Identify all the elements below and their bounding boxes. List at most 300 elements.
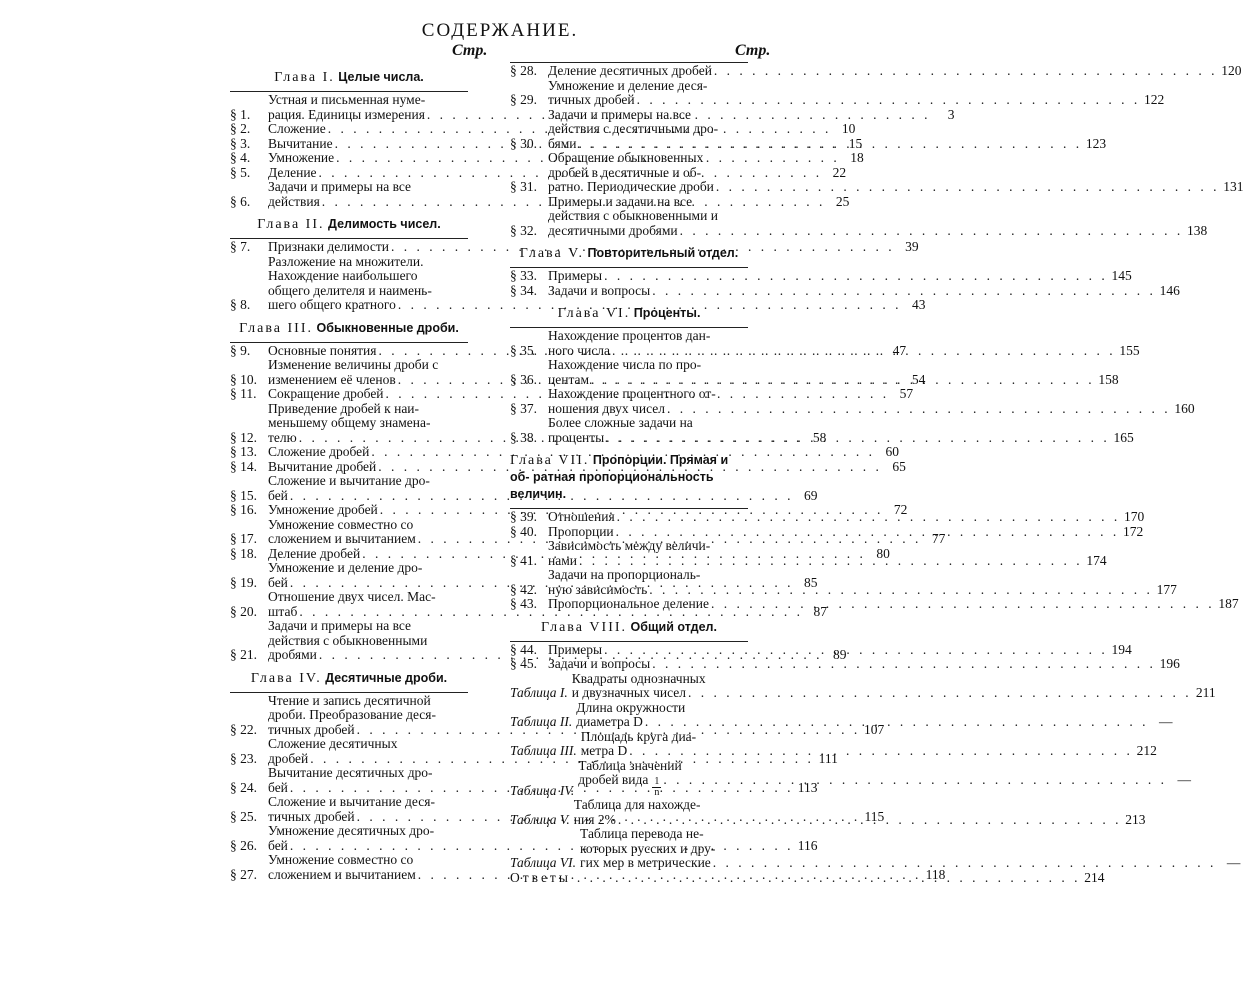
- section-number: § 3.: [230, 135, 251, 151]
- entry-line-text: сложением и вычитанием: [268, 531, 416, 546]
- page-number: 54: [911, 371, 926, 387]
- entry-line-text: изменением её членов: [268, 371, 396, 387]
- section-number: § 4.: [230, 150, 251, 165]
- entry-line-text: бей: [268, 779, 288, 795]
- section-number: § 9.: [230, 342, 251, 358]
- dot-leader: [612, 344, 1116, 359]
- entry-line: [578, 759, 1191, 774]
- entry-line-text: Задачи на пропорциональ-: [548, 567, 701, 582]
- entry-line: [548, 284, 1180, 299]
- entry-text: [548, 643, 1132, 658]
- entry-line-text: Примеры: [548, 268, 603, 283]
- entry-line-text: рация. Единицы измерения: [268, 106, 425, 122]
- entry-text: [548, 284, 1180, 299]
- entry-line: [548, 402, 1195, 417]
- section-number: § 14.: [230, 458, 257, 474]
- section-number: § 15.: [230, 487, 257, 503]
- chapter-label: Глава III.: [239, 320, 314, 336]
- section-number: § 40.: [510, 523, 537, 539]
- page-number: 111: [818, 750, 838, 766]
- entry-line: [548, 373, 1119, 388]
- entry-line-text: тичных дробей: [268, 808, 355, 824]
- entry-line-text: Более сложные задачи на: [548, 415, 693, 430]
- section-number: Ответы: [510, 869, 571, 885]
- page-number: 123: [1085, 135, 1107, 151]
- entry-line-text: Умножение совместно со: [268, 852, 414, 867]
- dot-leader: [667, 402, 1171, 417]
- entry-line-text: бей: [268, 574, 288, 590]
- dot-leader: [711, 597, 1215, 612]
- chapter-heading: [230, 670, 468, 687]
- fraction: [652, 777, 661, 798]
- entry-line-text: дробей: [268, 750, 309, 766]
- entry-line: [548, 209, 1207, 224]
- page-number: 69: [804, 487, 818, 503]
- chapter-title: Повторительный отдел.: [587, 246, 739, 260]
- dot-leader: [652, 657, 1156, 672]
- chapter-label: Глава II.: [257, 217, 325, 232]
- entry-line-text: Пропорциональное деление: [548, 596, 709, 611]
- section-number: § 31.: [510, 179, 537, 194]
- entry-line: [548, 93, 1164, 108]
- entry-text: [581, 730, 1157, 759]
- entry-line-text: Квадраты однозначных: [571, 670, 706, 686]
- entry-line-text: Пропорции: [548, 523, 614, 539]
- page-number: 196: [1159, 656, 1180, 671]
- section-number: § 41.: [510, 552, 537, 568]
- chapter-title: Обыкновенные дроби.: [316, 320, 459, 335]
- dot-leader: [591, 373, 1095, 388]
- section-number: § 19.: [230, 574, 257, 590]
- dot-leader: [579, 554, 1083, 569]
- page-number: 194: [1111, 641, 1132, 657]
- section-number: § 24.: [230, 779, 257, 795]
- entry-line-text: тичных дробей: [548, 92, 635, 107]
- chapter-title: Общий отдел.: [630, 619, 717, 634]
- entry-line-text: гих мер в метрические: [580, 855, 711, 870]
- entry-line-text: действия: [268, 193, 320, 209]
- entry-text: [548, 329, 1140, 358]
- entry-line-text: ратно. Периодические дроби: [548, 179, 714, 194]
- chapter-title: Делимость чисел.: [328, 217, 441, 231]
- page-number: 118: [925, 866, 946, 882]
- entry-line-text: бями: [548, 135, 577, 151]
- page-number: 60: [885, 444, 900, 459]
- chapter-label: Глава IV.: [250, 670, 322, 686]
- entry-line: [548, 387, 1195, 402]
- entry-line-text: Умножение совместно со: [268, 516, 414, 532]
- entry-line-text: Сокращение дробей: [268, 386, 384, 401]
- entry-line-text: Зависимость между величи-: [548, 538, 711, 553]
- section-number: § 44.: [510, 641, 537, 657]
- entry-line: [572, 672, 1216, 687]
- page-number: 18: [850, 150, 864, 165]
- entry-line: [578, 773, 1191, 798]
- entry-text: [548, 64, 1242, 79]
- section-number: § 1.: [230, 106, 251, 122]
- entry-line: [580, 827, 1240, 842]
- entry-line-text: нами: [548, 552, 577, 568]
- section-number: § 21.: [230, 647, 257, 662]
- entry-line-text: Приведение дробей к наи-: [268, 400, 420, 416]
- chapter-heading: [510, 245, 748, 262]
- page-title: СОДЕРЖАНИЕ.: [421, 20, 579, 41]
- fraction-denominator: n: [654, 787, 660, 798]
- page-number: 72: [893, 502, 908, 517]
- fraction-numerator: 1: [654, 776, 660, 787]
- page-number: 212: [1136, 743, 1157, 758]
- entry-line-text: дробей в десятичные и об-: [548, 164, 702, 180]
- dot-leader: [618, 813, 1122, 828]
- entry-line-text: метра D: [580, 743, 628, 758]
- section-number: § 34.: [510, 282, 537, 298]
- entry-line-text: диаметра D: [576, 714, 643, 729]
- toc-entry: [510, 656, 1180, 672]
- entry-line-text: Задачи и примеры на все: [548, 106, 692, 122]
- entry-line-text: дроби. Преобразование деся-: [268, 707, 436, 722]
- page-number: 146: [1159, 282, 1180, 298]
- entry-line-text: Нахождение наибольшего: [268, 268, 418, 283]
- chapter-heading: [230, 216, 468, 233]
- page-number: 116: [797, 837, 818, 853]
- page-number: —: [1177, 772, 1192, 787]
- page-number: 15: [848, 135, 863, 151]
- page-number: 80: [876, 545, 890, 561]
- entry-line-text: Сложение дробей: [268, 444, 370, 459]
- chapter-heading: [510, 452, 748, 503]
- entry-line-text: штаб: [268, 603, 298, 619]
- entry-line-text: ного числа: [548, 342, 611, 358]
- section-number: § 27.: [230, 866, 257, 882]
- section-number: § 30.: [510, 135, 537, 151]
- page-number: 158: [1098, 371, 1119, 387]
- section-number: § 7.: [230, 239, 251, 254]
- entry-line-text: Основные понятия: [268, 342, 377, 358]
- dot-leader: [606, 431, 1110, 446]
- dot-leader: [579, 137, 1083, 152]
- entry-line-text: Умножение десятичных дро-: [268, 823, 435, 838]
- entry-line-text: которых русских и дру-: [580, 840, 716, 856]
- entry-text: [548, 195, 1207, 239]
- page-number: —: [1158, 714, 1173, 729]
- entry-line: [548, 431, 1134, 446]
- entry-line-text: Примеры и задачи на все: [548, 193, 693, 209]
- entry-line: [548, 344, 1140, 359]
- entry-text: [548, 568, 1177, 597]
- entry-line: [572, 686, 1216, 701]
- page-number: 155: [1119, 342, 1140, 358]
- entry-line-text: действия с десятичными дро-: [548, 121, 719, 136]
- page-number: 47: [892, 342, 907, 358]
- entry-line-text: Задачи и примеры на все: [268, 179, 412, 194]
- entry-line-text: Нахождение процентного от-: [548, 386, 716, 401]
- entry-line-text: Обращение обыкновенных: [548, 150, 704, 165]
- page-number: 87: [813, 603, 827, 619]
- dot-leader: [649, 583, 1153, 598]
- page-number: 138: [1187, 222, 1208, 238]
- entry-line-text: Таблица перевода не-: [580, 826, 704, 841]
- page-column-header-right: Стр.: [735, 42, 771, 59]
- entry-text: [548, 108, 1106, 152]
- chapter-title: Целые числа.: [338, 70, 424, 84]
- section-number: § 8.: [230, 297, 251, 312]
- entry-line-text: общего делителя и наимень-: [268, 282, 432, 298]
- page-number: 107: [864, 721, 885, 737]
- entry-line-text: Умножение и деление дро-: [268, 560, 423, 575]
- entry-line-text: Устная и письменная нуме-: [268, 92, 426, 107]
- entry-line: [548, 643, 1132, 658]
- toc-entry: [230, 444, 900, 460]
- toc-entry: [510, 77, 1165, 108]
- section-number: § 42.: [510, 581, 537, 597]
- page-number: 22: [832, 164, 847, 180]
- entry-line-text: телю: [268, 429, 297, 445]
- section-number: § 11.: [230, 386, 257, 401]
- entry-line-text: ношения двух чисел: [548, 400, 665, 416]
- chapter-label: Глава VI.: [557, 306, 631, 321]
- entry-line-text: дробями: [268, 647, 317, 662]
- page-number: 77: [931, 531, 946, 546]
- entry-text: [548, 657, 1180, 672]
- entry-line: [548, 79, 1164, 94]
- dot-leader: [604, 643, 1108, 658]
- entry-line-text: Отношение двух чисел. Мас-: [268, 589, 436, 604]
- page-number: 174: [1086, 552, 1107, 568]
- entry-text: [574, 798, 1146, 827]
- section-number: Таблица I.: [510, 685, 568, 700]
- entry-line-text: Задачи и примеры на все: [268, 618, 412, 633]
- page-number: 10: [841, 121, 856, 136]
- section-number: § 16.: [230, 502, 257, 517]
- page-number: 120: [1221, 63, 1242, 78]
- entry-text: [548, 597, 1239, 612]
- page-number: 213: [1125, 811, 1146, 827]
- page-number: 170: [1124, 509, 1145, 524]
- page-number: 165: [1113, 429, 1134, 445]
- dot-leader: [663, 773, 1167, 788]
- entry-line: [581, 744, 1157, 759]
- page-number: 145: [1111, 268, 1132, 283]
- entry-line-text: Сложение и вычитание деся-: [268, 794, 435, 809]
- section-number: § 37.: [510, 400, 537, 416]
- chapter-label: Глава VII.: [510, 453, 590, 468]
- entry-line: [548, 568, 1177, 583]
- entry-line-text: Длина окружности: [576, 699, 686, 715]
- chapter-heading: [510, 305, 748, 322]
- toc-entry: [510, 63, 1242, 79]
- entry-line-text: действия с обыкновенными: [268, 632, 428, 648]
- entry-line: [575, 871, 1105, 886]
- entry-line: [548, 525, 1143, 540]
- section-number: § 38.: [510, 429, 537, 445]
- entry-line-text: Чтение и запись десятичной: [268, 692, 431, 708]
- dot-leader: [716, 180, 1220, 195]
- dot-leader: [617, 510, 1121, 525]
- page-number: 177: [1156, 581, 1177, 597]
- dot-leader: [637, 93, 1141, 108]
- section-number: Таблица V.: [510, 811, 570, 827]
- section-number: § 5.: [230, 164, 251, 180]
- entry-text: [548, 525, 1143, 540]
- entry-text: [548, 269, 1132, 284]
- entry-text: [548, 151, 1244, 195]
- section-number: Таблица IV.: [510, 782, 575, 798]
- entry-line-text: Задачи и вопросы: [548, 656, 651, 671]
- section-number: § 13.: [230, 444, 257, 459]
- page-number: 187: [1218, 596, 1239, 611]
- chapter-heading: [510, 619, 748, 636]
- section-number: § 17.: [230, 531, 257, 546]
- entry-line-text: Сложение десятичных: [268, 736, 398, 751]
- entry-text: [575, 871, 1105, 886]
- page-number: 214: [1084, 869, 1105, 885]
- page-number: 122: [1144, 92, 1165, 107]
- entry-text: [580, 827, 1240, 871]
- entry-line: [548, 657, 1180, 672]
- entry-line-text: Нахождение числа по про-: [548, 357, 702, 372]
- entry-line-text: дробей вида: [578, 772, 649, 787]
- section-number: Таблица II.: [510, 714, 573, 729]
- page-number: 39: [905, 239, 919, 254]
- entry-line-text: сложением и вычитанием: [268, 866, 416, 882]
- chapter-title: Пропорции. Прямая и об- ратная пропорциональность величин.: [510, 453, 729, 501]
- entry-line: [574, 813, 1146, 828]
- section-number: § 29.: [510, 92, 537, 107]
- page-number: 65: [892, 458, 906, 474]
- page-number: 58: [812, 429, 827, 445]
- dot-leader: [577, 871, 1081, 886]
- entry-line: [548, 151, 1244, 166]
- entry-line-text: Задачи и вопросы: [548, 282, 651, 298]
- section-number: § 18.: [230, 545, 257, 561]
- entry-line-text: Признаки делимости: [268, 239, 389, 254]
- section-number: Таблица VI.: [510, 855, 577, 870]
- entry-line: [548, 554, 1107, 569]
- entry-line: [548, 195, 1207, 210]
- entry-line: [548, 122, 1106, 137]
- entry-line-text: бей: [268, 487, 288, 503]
- entry-line: [548, 64, 1242, 79]
- entry-line-text: тичных дробей: [268, 721, 355, 737]
- entry-line-text: Таблица значений: [578, 757, 682, 773]
- entry-line-text: меньшему общему знамена-: [268, 415, 431, 430]
- entry-line-text: ния 2%: [573, 811, 616, 827]
- entry-line: [548, 597, 1239, 612]
- entry-line-text: центам: [548, 371, 590, 387]
- section-number: § 12.: [230, 429, 257, 445]
- entry-text: [578, 759, 1191, 799]
- entry-text: [548, 358, 1119, 387]
- entry-line: [548, 108, 1106, 123]
- section-number: Таблица III.: [510, 743, 577, 758]
- entry-line: [548, 180, 1244, 195]
- entry-line: [548, 269, 1132, 284]
- entry-line-text: Деление: [268, 164, 317, 180]
- page-number: 3: [947, 106, 955, 122]
- section-number: § 32.: [510, 222, 537, 238]
- chapter-heading: [230, 320, 468, 337]
- entry-line-text: Вычитание десятичных дро-: [268, 765, 433, 780]
- entry-text: [548, 416, 1134, 445]
- page-number: 43: [911, 297, 926, 312]
- entry-line: [581, 730, 1157, 745]
- page-number: 211: [1195, 685, 1216, 700]
- entry-line: [548, 224, 1207, 239]
- entry-line-text: Таблица для нахожде-: [573, 797, 701, 812]
- entry-line-text: Умножение и деление деся-: [548, 77, 708, 93]
- section-number: § 36.: [510, 371, 537, 387]
- entry-line: [576, 701, 1172, 716]
- page-number: —: [1226, 855, 1241, 870]
- entry-line-text: Деление дробей: [268, 545, 361, 561]
- dot-leader: [645, 715, 1149, 730]
- entry-line-text: десятичными дробями: [548, 222, 678, 238]
- toc-entry: [510, 268, 1132, 284]
- section-number: § 2.: [230, 121, 251, 136]
- entry-line-text: Разложение на множители.: [268, 253, 424, 269]
- entry-line: [576, 715, 1172, 730]
- entry-line-text: Вычитание дробей: [268, 458, 377, 474]
- dot-leader: [652, 284, 1156, 299]
- entry-text: [548, 387, 1195, 416]
- entry-line: [548, 416, 1134, 431]
- section-number: § 25.: [230, 808, 257, 824]
- entry-line-text: и двузначных чисел: [571, 685, 687, 700]
- entry-line-text: проценты: [548, 429, 605, 445]
- entry-line-text: Площадь круга диа-: [580, 728, 697, 744]
- dot-leader: [713, 856, 1217, 871]
- entry-text: [548, 539, 1107, 568]
- page-number: 113: [797, 779, 818, 795]
- toc-entry: [510, 670, 1216, 701]
- section-number: § 33.: [510, 268, 537, 283]
- page-number: 131: [1223, 179, 1244, 194]
- chapter-heading: [230, 69, 468, 86]
- entry-line-text: Примеры: [548, 641, 603, 657]
- section-number: § 45.: [510, 656, 537, 671]
- page-number: 89: [833, 647, 847, 662]
- chapter-label: Глава I.: [274, 70, 335, 85]
- toc-entry: [510, 596, 1239, 612]
- entry-line: [548, 510, 1144, 525]
- entry-text: [548, 79, 1164, 108]
- entry-line-text: ную зависимость: [548, 581, 648, 597]
- page-number: 172: [1123, 523, 1144, 539]
- section-number: § 43.: [510, 596, 537, 611]
- entry-text: [576, 701, 1172, 730]
- section-number: § 6.: [230, 193, 251, 209]
- section-number: § 22.: [230, 721, 257, 737]
- entry-line-text: бей: [268, 837, 288, 853]
- dot-leader: [688, 686, 1192, 701]
- entry-line-text: Деление десятичных дробей: [548, 63, 712, 78]
- entry-line: [548, 583, 1177, 598]
- dot-leader: [714, 64, 1218, 79]
- entry-line: [548, 329, 1140, 344]
- page-column-header-left: Стр.: [452, 42, 488, 59]
- chapter-label: Глава V.: [519, 246, 584, 261]
- entry-line-text: шего общего кратного: [268, 297, 396, 312]
- entry-line: [580, 842, 1240, 857]
- section-number: § 28.: [510, 63, 537, 78]
- entry-line-text: Вычитание: [268, 135, 333, 151]
- entry-line-text: Изменение величины дроби с: [268, 357, 439, 372]
- entry-line: [548, 539, 1107, 554]
- entry-line: [548, 166, 1244, 181]
- page-number: 57: [899, 386, 914, 401]
- dot-leader: [680, 224, 1184, 239]
- dot-leader: [616, 525, 1120, 540]
